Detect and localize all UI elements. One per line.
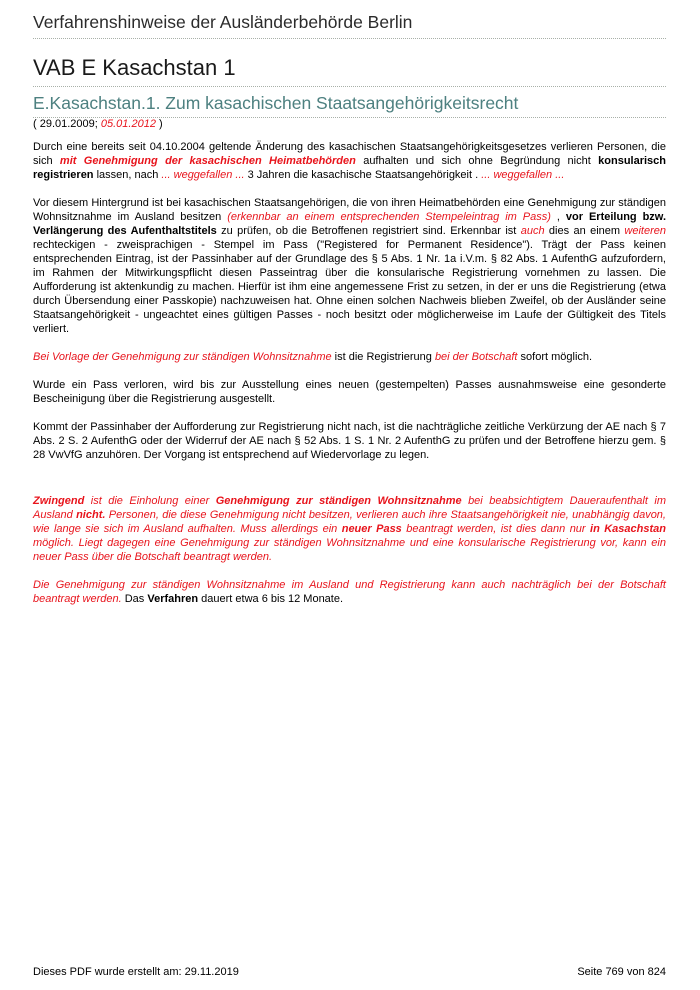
p2-t7: dies an einem <box>544 225 625 237</box>
p6-t1: Zwingend <box>33 495 85 507</box>
p6-t3: Genehmigung zur ständigen Wohnsitznahme <box>215 495 462 507</box>
p6-t10: möglich. Liegt dagegen eine Genehmigung zur ständigen Wohnsitznahme und eine konsularische Registrierung vor, kann ein neuer Pass über die Botschaft beantragt werden. <box>33 537 666 563</box>
p6-t8: beantragt werden, ist dies dann nur <box>401 523 591 535</box>
p3-t2: ist die Registrierung <box>331 351 435 363</box>
p1-t6: ... weggefallen ... <box>161 169 245 181</box>
p2-t6: auch <box>520 225 545 237</box>
p6-t4: bei beabsichtigtem Daueraufenthalt im Ausland <box>33 495 666 521</box>
p4-t1: Wurde ein Pass verloren, wird bis zur Ausstellung eines neuen (gestempelten) Passes ausnahmsweise eine gesonderte Bescheinigung über die Registrierung ausgestellt. <box>33 379 666 405</box>
p1-t2: mit Genehmigung der kasachischen Heimatbehörden <box>59 155 356 167</box>
footer-page-number: Seite 769 von 824 <box>577 966 666 978</box>
p1-t1: Durch eine bereits seit 04.10.2004 geltende Änderung des kasachischen Staatsangehörigkeitsgesetzes verlieren Personen, die sich <box>33 141 666 167</box>
p5-t1: Kommt der Passinhaber der Aufforderung zur Registrierung nicht nach, ist die nachträgliche zeitliche Verkürzung der AE nach § 7 Abs. 2 S. 2 AufenthG oder der Widerruf der AE nach § 52 Abs. 1 S. 1 Nr. 2 AufenthG zu prüfen und der Betroffene hierzu gem. § 28 VwVfG anzuhören. Der Vorgang ist entsprechend auf Wiedervorlage zu legen. <box>33 421 666 461</box>
p7-t3: Verfahren <box>147 593 199 605</box>
paragraph-6 <box>33 494 666 564</box>
p6-t2: ist die Einholung einer <box>84 495 216 507</box>
paragraph-5 <box>33 420 666 462</box>
p3-t1: Bei Vorlage der Genehmigung zur ständigen Wohnsitznahme <box>33 351 332 363</box>
p7-t2: Das <box>121 593 148 605</box>
running-header: Verfahrenshinweise der Ausländerbehörde Berlin <box>33 12 666 39</box>
date-open: ( 29.01.2009; <box>33 118 101 130</box>
paragraph-2 <box>33 196 666 336</box>
p6-t9: in Kasachstan <box>590 523 666 535</box>
paragraph-7 <box>33 578 666 606</box>
p2-t8: weiteren <box>624 225 666 237</box>
p2-t2: (erkennbar an einem entsprechenden Stempeleintrag im Pass) <box>227 211 551 223</box>
p2-t5: zu prüfen, ob die Betroffenen registriert sind. Erkennbar ist <box>216 225 521 237</box>
page-title: VAB E Kasachstan 1 <box>33 55 666 87</box>
p3-t3: bei der Botschaft <box>434 351 518 363</box>
p3-t4: sofort möglich. <box>517 351 593 363</box>
p6-t7: neuer Pass <box>341 523 402 535</box>
p1-t4: konsularisch registrieren <box>33 155 666 181</box>
p6-t5: nicht. <box>76 509 106 521</box>
p2-t4: vor Erteilung bzw. Verlängerung des Aufenthaltstitels <box>33 211 667 237</box>
page-footer <box>33 966 666 978</box>
p2-t9: rechteckigen - zweisprachigen - Stempel im Pass ("Registered for Permanent Residence"). Trägt der Pass keinen entsprechenden Eintrag, ist der Passinhaber auf der Grundlage des § 5 Abs. 1 Nr. 1a i.V.m. § 82 Abs. 1 AufenthG aufzufordern, im Rahmen der Mitwirkungspflicht diesen Passeintrag über die konsularische Registrierung vornehmen zu lassen. Die Aufforderung ist aktenkundig zu machen. Hierfür ist ihm eine angemessene Frist zu setzen, in der er uns die Registrierung (etwa durch Übersendung einer Passkopie) nachzuweisen hat. Ohne einen solchen Nachweis blieben Zweifel, ob der Ausländer seine Staatsangehörigkeit - ungeachtet eines gültigen Passes - noch besitzt oder möglicherweise im Laufe der Gültigkeit des Titels verliert. <box>33 239 666 335</box>
p1-t5: lassen, nach <box>93 169 162 181</box>
p7-t1: Die Genehmigung zur ständigen Wohnsitznahme im Ausland und Registrierung kann auch nachträglich bei der Botschaft beantragt werden. <box>33 579 666 605</box>
p2-t1: Vor diesem Hintergrund ist bei kasachischen Staatsangehörigen, die von ihren Heimatbehörden eine Genehmigung zur ständigen Wohnsitznahme im Ausland besitzen <box>33 197 666 223</box>
date-updated: 05.01.2012 <box>100 118 156 130</box>
paragraph-3 <box>33 350 666 364</box>
spacer <box>33 476 666 494</box>
document-body <box>33 140 666 620</box>
paragraph-1 <box>33 140 666 182</box>
p7-t4: dauert etwa 6 bis 12 Monate. <box>198 593 344 605</box>
p6-t6: Personen, die diese Genehmigung nicht besitzen, verlieren auch ihre Staatsangehörigkeit nie, unabhängig davon, wie lange sie sich im Ausland aufhalten. Muss allerdings ein <box>33 509 666 535</box>
paragraph-4 <box>33 378 666 406</box>
p1-t3: aufhalten und sich ohne Begründung nicht <box>355 155 599 167</box>
p1-t8: ... weggefallen ... <box>481 169 565 181</box>
section-title: E.Kasachstan.1. Zum kasachischen Staatsangehörigkeitsrecht <box>33 93 666 118</box>
footer-created: Dieses PDF wurde erstellt am: 29.11.2019 <box>33 966 239 978</box>
date-line <box>33 118 163 130</box>
date-close: ) <box>155 118 163 130</box>
p2-t3: , <box>550 211 566 223</box>
p1-t7: 3 Jahren die kasachische Staatsangehörigkeit . <box>244 169 482 181</box>
